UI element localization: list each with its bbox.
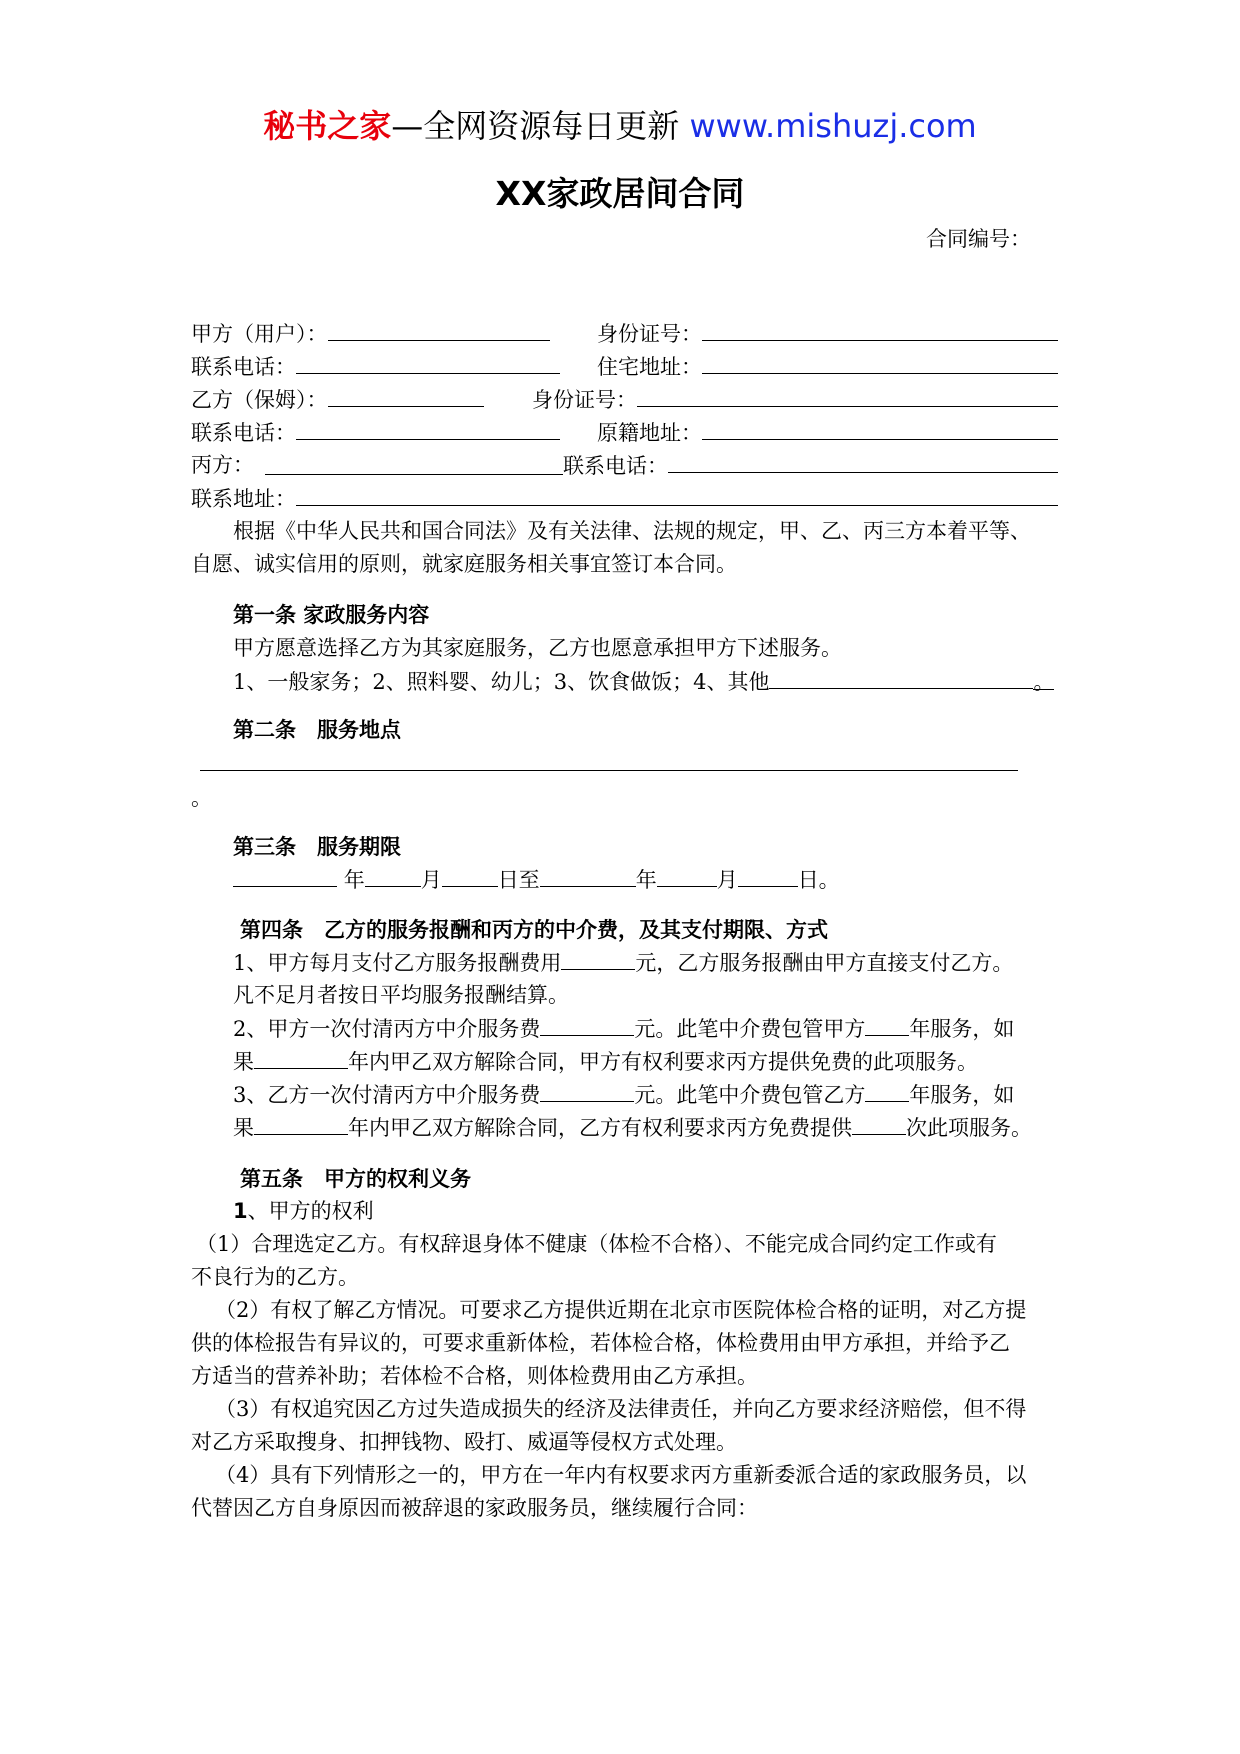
service-location-blank[interactable] — [200, 770, 1018, 771]
party-a-name-blank[interactable] — [328, 318, 550, 341]
free-service-count-blank[interactable] — [852, 1112, 906, 1135]
banner-brand: 秘书之家 — [263, 107, 392, 145]
party-b-name-blank[interactable] — [328, 384, 484, 407]
article-4-p3f: 次此项服务。 — [906, 1116, 1032, 1140]
article-4-p1-line-1 — [233, 947, 1013, 978]
article-4-p2-line-2 — [233, 1046, 978, 1077]
party-b-origin-blank[interactable] — [702, 417, 1058, 440]
article-5-item-2-line-2: 供的体检报告有异议的，可要求重新体检，若体检合格，体检费用由甲方承担，并给予乙 — [191, 1331, 1010, 1355]
month-label-2: 月 — [716, 868, 738, 892]
article-1-services: 1、一般家务；2、照料婴、幼儿；3、饮食做饭；4、其他 — [233, 670, 770, 694]
article-4-p2-line-1 — [233, 1013, 1014, 1044]
article-1-line-2 — [233, 666, 1054, 697]
party-c-address-row — [191, 483, 1058, 513]
article-2-heading: 第二条 服务地点 — [233, 718, 401, 742]
party-c-phone-label: 联系电话： — [563, 454, 668, 478]
day-label-2: 日。 — [797, 868, 840, 892]
article-5-item-3-line-2: 对乙方采取搜身、扣押钱物、殴打、威逼等侵权方式处理。 — [191, 1430, 737, 1454]
party-b-row — [191, 384, 484, 414]
article-4-p3b: 元。此笔中介费包管乙方 — [634, 1083, 866, 1107]
party-b-phone-blank[interactable] — [296, 417, 560, 440]
article-4-p1-line-2: 凡不足月者按日平均服务报酬结算。 — [233, 983, 569, 1007]
party-b-id-label: 身份证号： — [532, 388, 637, 412]
party-c-label: 丙方： — [191, 453, 254, 477]
article-5-item-1-line-2: 不良行为的乙方。 — [191, 1265, 359, 1289]
year-label-2: 年 — [635, 868, 657, 892]
party-a-agency-fee-blank[interactable] — [540, 1013, 634, 1036]
article-4-p2b: 元。此笔中介费包管甲方 — [634, 1017, 866, 1041]
intro-line-1: 根据《中华人民共和国合同法》及有关法律、法规的规定，甲、乙、丙三方本着平等、 — [233, 519, 1031, 543]
party-a-home-row — [597, 351, 1058, 382]
start-month-blank[interactable] — [365, 864, 421, 887]
party-a-home-label: 住宅地址： — [597, 355, 702, 379]
article-5-item-2-line-1: （2）有权了解乙方情况。可要求乙方提供近期在北京市医院体检合格的证明，对乙方提 — [215, 1298, 1027, 1322]
intro-line-2: 自愿、诚实信用的原则，就家庭服务相关事宜签订本合同。 — [191, 552, 737, 576]
end-month-blank[interactable] — [657, 864, 717, 887]
party-a-years-blank[interactable] — [865, 1013, 909, 1036]
article-4-p1a: 1、甲方每月支付乙方服务报酬费用 — [233, 951, 562, 975]
article-4-p3e: 年内甲乙双方解除合同，乙方有权利要求丙方免费提供 — [348, 1116, 852, 1140]
article-4-p3a: 3、乙方一次付清丙方中介服务费 — [233, 1083, 541, 1107]
party-a-label: 甲方（用户）： — [191, 322, 328, 346]
end-day-blank[interactable] — [738, 864, 798, 887]
party-c-address-blank[interactable] — [296, 483, 1058, 506]
article-4-p3c: 年服务，如 — [909, 1083, 1015, 1107]
year-label: 年 — [343, 868, 365, 892]
article-2-end: 。 — [191, 786, 212, 810]
party-a-id-label: 身份证号： — [597, 322, 702, 346]
party-c-phone-row — [563, 450, 1058, 481]
article-5-heading: 第五条 甲方的权利义务 — [240, 1167, 471, 1191]
contract-number-label: 合同编号： — [926, 227, 1031, 251]
day-to-label: 日至 — [497, 868, 540, 892]
article-1-end: 。 — [1033, 667, 1054, 690]
party-c-name-blank[interactable] — [265, 452, 563, 475]
party-a-id-row — [597, 318, 1058, 349]
document-title: XX家政居间合同 — [495, 174, 745, 213]
party-a-phone-blank[interactable] — [296, 351, 560, 374]
article-4-heading: 第四条 乙方的服务报酬和丙方的中介费，及其支付期限、方式 — [240, 918, 828, 942]
site-banner — [0, 101, 1240, 147]
article-4-p3-line-1 — [233, 1079, 1014, 1110]
article-4-p2a: 2、甲方一次付清丙方中介服务费 — [233, 1017, 541, 1041]
article-5-item-3-line-1: （3）有权追究因乙方过失造成损失的经济及法律责任，并向乙方要求经济赔偿，但不得 — [215, 1397, 1027, 1421]
article-4-p1b: 元，乙方服务报酬由甲方直接支付乙方。 — [635, 951, 1014, 975]
article-5-sub-1 — [233, 1196, 374, 1226]
party-b-phone-label: 联系电话： — [191, 421, 296, 445]
party-b-origin-label: 原籍地址： — [597, 421, 702, 445]
party-b-years-blank[interactable] — [865, 1079, 909, 1102]
party-a-home-blank[interactable] — [702, 351, 1058, 374]
article-1-line-1: 甲方愿意选择乙方为其家庭服务，乙方也愿意承担甲方下述服务。 — [233, 636, 842, 660]
article-1-heading: 第一条 家政服务内容 — [233, 603, 430, 627]
party-b-label: 乙方（保姆）： — [191, 388, 328, 412]
party-a-phone-row — [191, 351, 560, 381]
article-4-p2c: 年服务，如 — [909, 1017, 1015, 1041]
party-b-phone-row — [191, 417, 560, 447]
article-5-sub-1-number: 1 — [233, 1199, 248, 1223]
article-4-p2d: 果 — [233, 1050, 254, 1074]
month-label: 月 — [420, 868, 442, 892]
party-a-id-blank[interactable] — [702, 318, 1058, 341]
party-a-phone-label: 联系电话： — [191, 355, 296, 379]
article-5-item-2-line-3: 方适当的营养补助；若体检不合格，则体检费用由乙方承担。 — [191, 1364, 758, 1388]
party-a-termination-years-blank[interactable] — [254, 1046, 348, 1069]
start-day-blank[interactable] — [442, 864, 498, 887]
party-b-origin-row — [597, 417, 1058, 448]
monthly-fee-blank[interactable] — [561, 947, 635, 970]
start-year-blank[interactable] — [233, 864, 337, 887]
article-5-sub-1-text: 、甲方的权利 — [247, 1199, 374, 1223]
party-b-agency-fee-blank[interactable] — [540, 1079, 634, 1102]
party-c-phone-blank[interactable] — [668, 450, 1058, 473]
article-5-item-1-line-1: （1）合理选定乙方。有权辞退身体不健康（体检不合格）、不能完成合同约定工作或有 — [196, 1232, 997, 1256]
party-b-termination-years-blank[interactable] — [254, 1112, 348, 1135]
article-3-heading: 第三条 服务期限 — [233, 835, 401, 859]
end-year-blank[interactable] — [540, 864, 636, 887]
party-b-id-row — [532, 384, 1058, 415]
service-period-row — [233, 864, 840, 895]
article-5-item-4-line-2: 代替因乙方自身原因而被辞退的家政服务员，继续履行合同： — [191, 1496, 758, 1520]
party-c-row — [191, 450, 254, 480]
other-services-blank[interactable] — [769, 666, 1033, 689]
banner-url[interactable]: www.mishuzj.com — [689, 107, 977, 145]
article-5-item-4-line-1: （4）具有下列情形之一的，甲方在一年内有权要求丙方重新委派合适的家政服务员，以 — [215, 1463, 1027, 1487]
party-a-row — [191, 318, 550, 348]
party-c-address-label: 联系地址： — [191, 487, 296, 511]
article-4-p3d: 果 — [233, 1116, 254, 1140]
article-4-p2e: 年内甲乙双方解除合同，甲方有权利要求丙方提供免费的此项服务。 — [348, 1050, 978, 1074]
party-b-id-blank[interactable] — [637, 384, 1058, 407]
article-4-p3-line-2 — [233, 1112, 1032, 1143]
banner-tagline: —全网资源每日更新 — [391, 107, 680, 145]
